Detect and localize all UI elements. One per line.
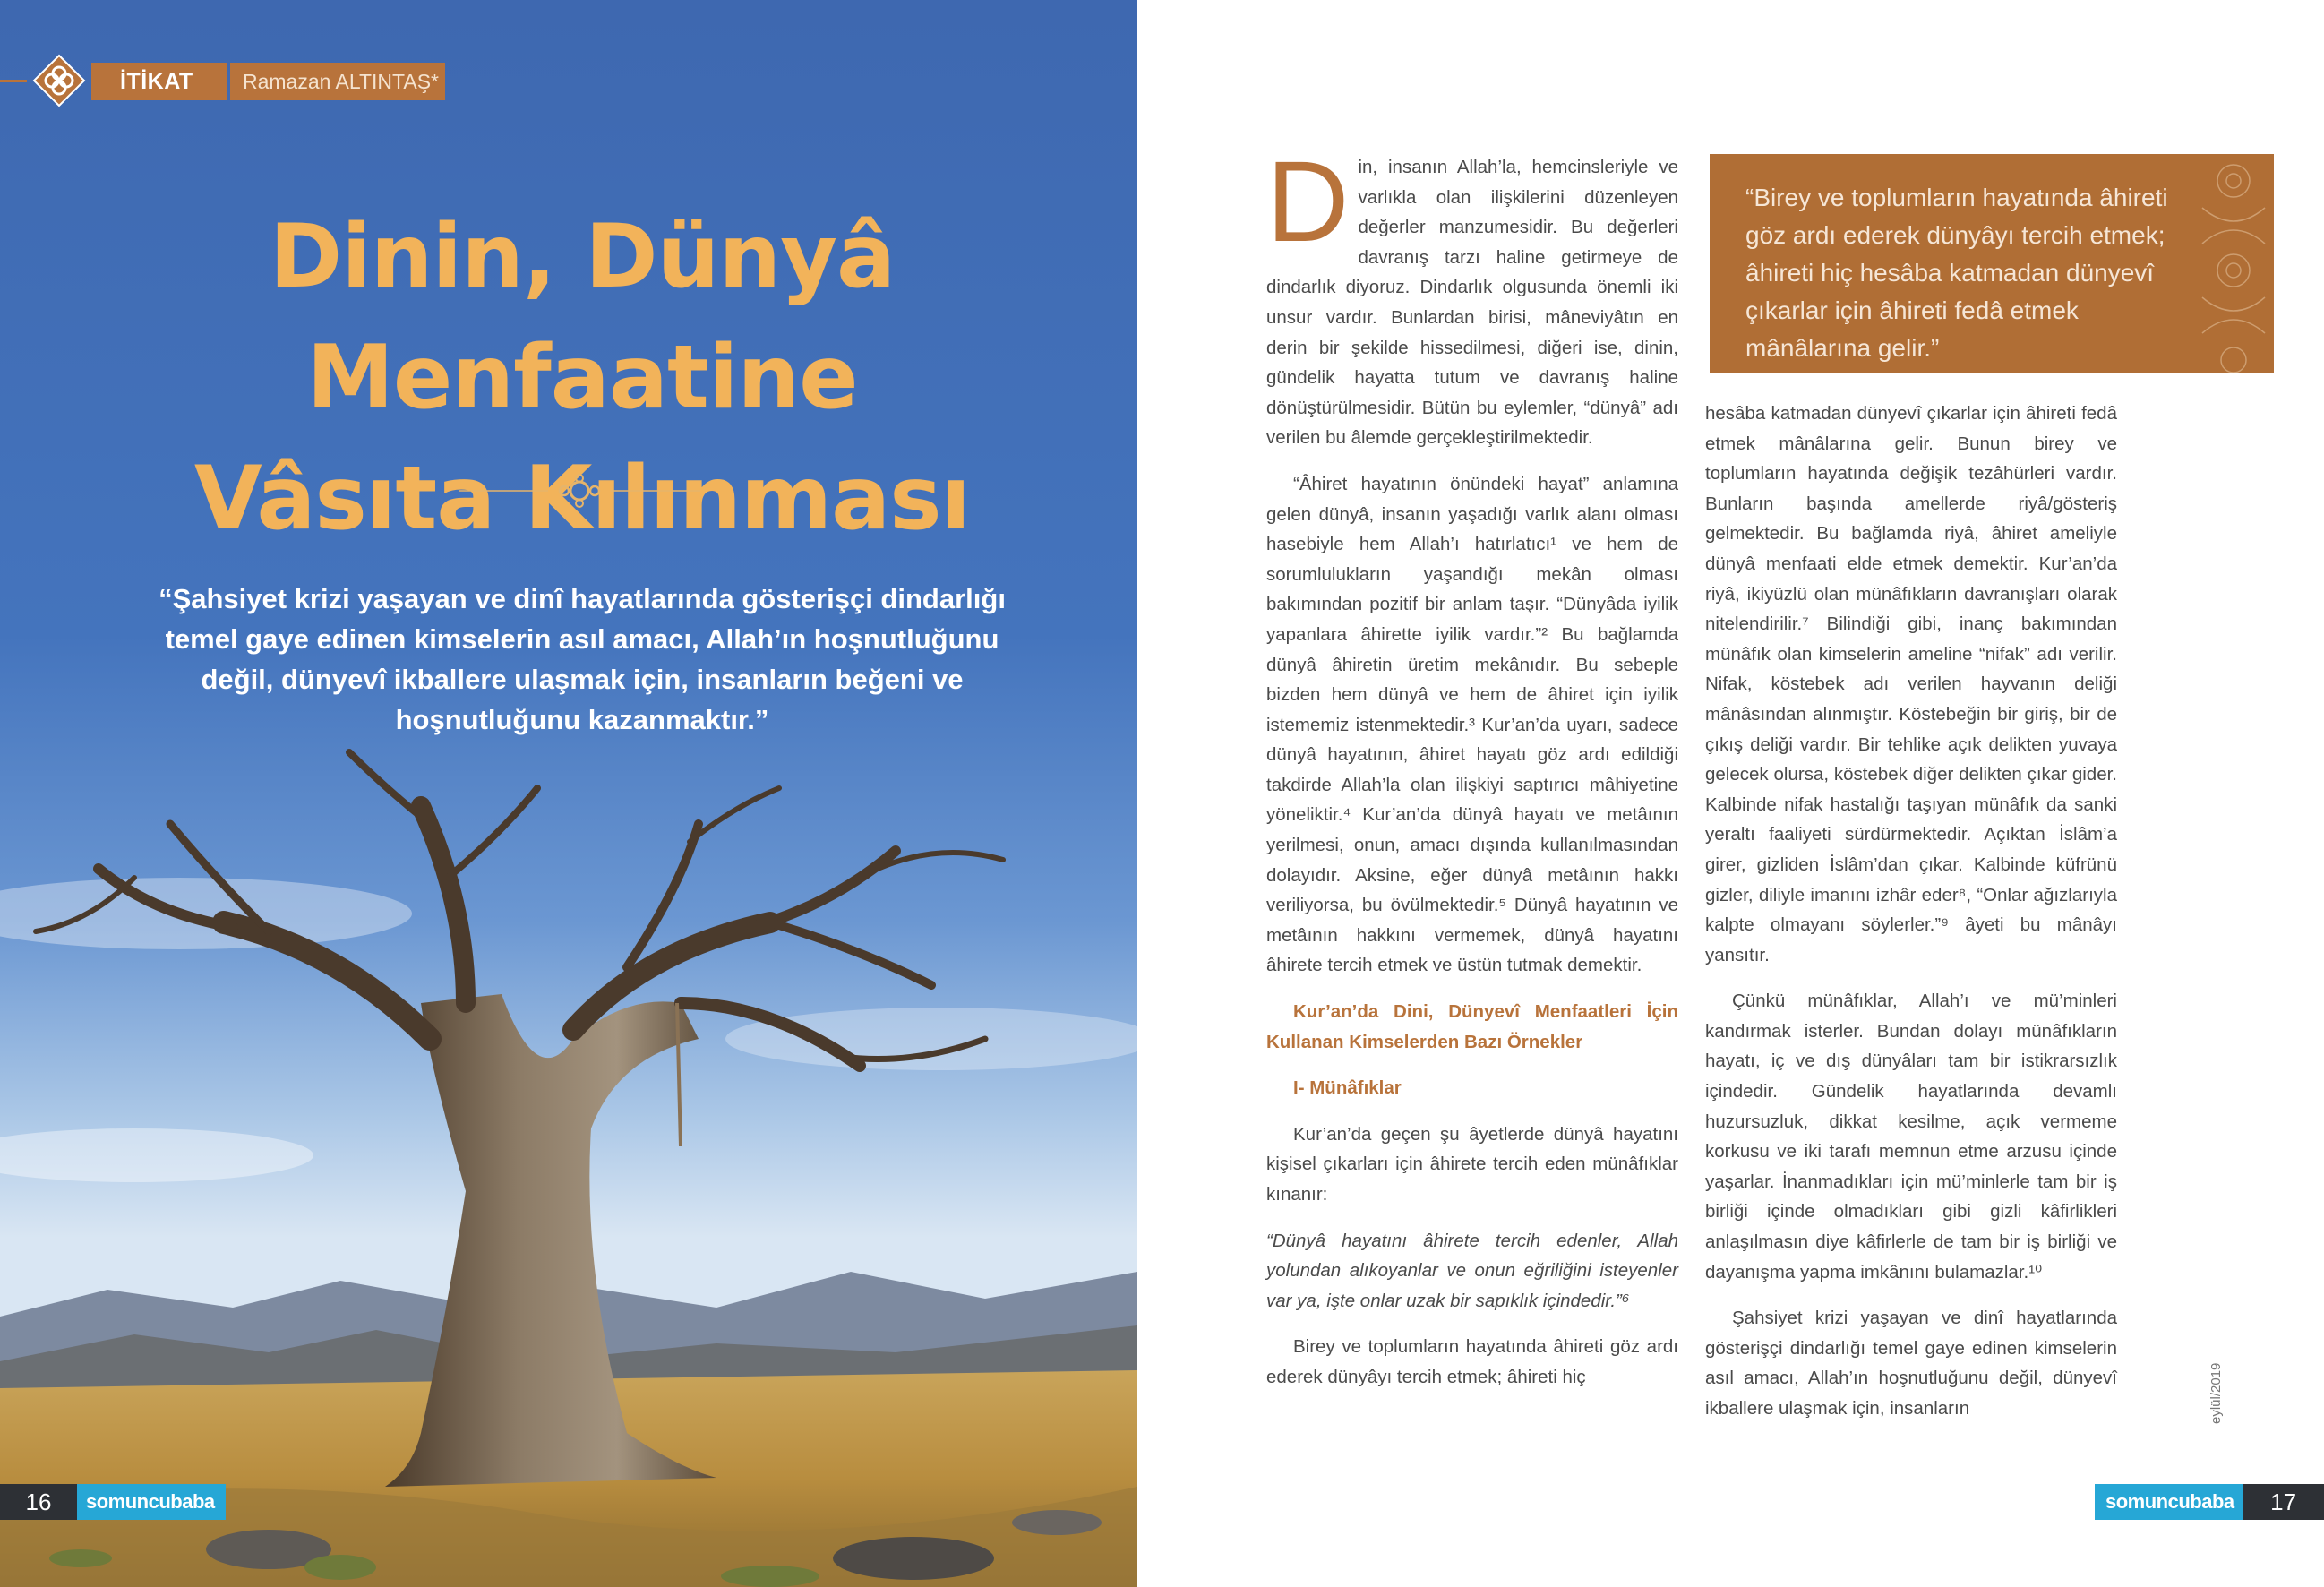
page-number-right: 17 [2243,1484,2324,1520]
subheading: Kur’an’da Dini, Dünyevî Menfaatleri İçin Kullanan Kimselerden Bazı Örnekler [1266,1001,1678,1052]
folio-right [2095,1484,2324,1520]
subheading-munafiklar: I- Münâfıklar [1293,1077,1402,1099]
issue-date: eylül/2019 [2208,1362,2224,1424]
paragraph: Çünkü münâfıklar, Allah’ı ve mü’minleri kandırmak isterler. Bundan dolayı münâfıkların hayatı, iç ve dış dünyâları tam bir istikrarsızlık içindedir. Gündelik hayatlarında devamlı huzursuzluk, dikkat kesilme, açık vermeme korkusu ve iki tarafı memnun etme arzusu içinde yaşarlar. İnanmadıkları için mü’minlerle tam bir iş birliği içinde olmadıkları gibi gizli kâfirlikleri anlaşılmasın diye kâfirlerle de tam bir iş birliği ve dayanışma yapma imkânını bulamazlar.¹⁰ [1705,991,2117,1282]
paragraph: Kur’an’da geçen şu âyetlerde dünyâ hayatını kişisel çıkarları için âhirete tercih eden münâfıklar kınanır: [1266,1123,1678,1205]
paragraph: Birey ve toplumların hayatında âhireti göz ardı ederek dünyâyı tercih etmek; âhireti hiç [1266,1336,1678,1387]
divider-ornament-icon [459,473,700,509]
diamond-knot-icon [32,54,86,107]
title-line-1: Dinin, Dünyâ Menfaatine [269,206,896,429]
drop-cap: D [1266,138,1350,266]
page-number-left: 16 [0,1484,77,1520]
verse-quote: “Dünyâ hayatını âhirete tercih edenler, Allah yolundan alıkoyanlar ve onun eğriliğini isteyenler var ya, işte onlar uzak bir sapıklık içindedir.”⁶ [1266,1230,1678,1311]
title-line-2: Vâsıta Kılınması [193,448,971,550]
paragraph: Şahsiyet krizi yaşayan ve dinî hayatlarında gösterişçi dindarlığı temel gaye edinen kimselerin asıl amacı, Allah’ın hoşnutluğunu değil, dünyevî ikballere ulaşmak için, insanların [1705,1308,2117,1419]
right-page [1137,0,2274,1587]
paragraph: “Âhiret hayatının önündeki hayat” anlamına gelen dünyâ, insanın yaşadığı varlık alanı olması hasebiyle hem Allah’ı hatırlatıcı¹ ve hem de sorumlulukların yaşandığı mekân olması bakımından pozitif bir anlam taşır. “Dünyâda iyilik yapanlara âhirette iyilik vardır.”² Bu bağlamda dünyâ âhiretin üretim mekânıdır. Bu sebeple bizden hem dünyâ ve hem de âhiret için iyilik istememiz istenmektedir.³ Kur’an’da uyarı, sadece dünyâ hayatının, âhiret hayatı göz ardı edildiği takdirde Allah’la olan ilişkiyi saptırıcı mâhiyetine yöneliktir.⁴ Kur’an’da dünyâ hayatı ve metâının yerilmesi, onun, amacı dışında kullanılmasından dolayıdır. Aksine, eğer dünyâ metâının hakkı veriliyorsa, bu övülmektedir.⁵ Dünyâ hayatının ve metâının hakkını vermemek, dünyâ hayatını âhirete tercih etmek ve üstün tutmak demektir. [1266,473,1678,976]
text-column-2 [1705,399,2117,1440]
magazine-brand-left: somuncubaba [77,1484,226,1520]
tree-landscape-photo [0,770,1137,1587]
floral-pattern-icon [2193,154,2274,373]
left-page [0,0,1137,1587]
pull-quote-right: “Birey ve toplumların hayatında âhireti göz ardı ederek dünyâyı tercih etmek; âhireti hiç hesâba katmadan dünyevî çıkarlar için âhireti fedâ etmek mânâlarına gelir.” [1745,184,2168,362]
author-name: Ramazan ALTINTAŞ* [230,63,445,100]
magazine-brand-right: somuncubaba [2095,1484,2243,1520]
section-tag: İTİKAT [91,63,227,100]
pull-quote-left: “Şahsiyet krizi yaşayan ve dinî hayatlarında gösterişçi dindarlığı temel gaye edinen kimselerin asıl amacı, Allah’ın hoşnutluğunu değil, dünyevî ikballere ulaşmak için, insanların beğeni ve hoşnutluğunu kazanmaktır.” [159,583,1006,735]
text-column-1 [1266,138,1678,1409]
paragraph: hesâba katmadan dünyevî çıkarlar için âhireti fedâ etmek mânâlarına gelir. Bunun birey ve toplumların hayatında değişik tezâhürleri vardır. Bunların başında amellerde riyâ/gösteriş gelmektedir. Bu bağlamda riyâ, âhiret ameliyle dünyâ menfaati elde etmek demektir. Kur’an’da riyâ, ikiyüzlü olan münâfıkların davranışları olarak nitelendirilir.⁷ Bilindiği gibi, inanç bakımından münâfık olan kimselerin ameline “nifak” adı verilir. Nifak, köstebek adı verilen hayvanın deliği mânâsından alınmıştır. Köstebeğin bir giriş, bir de çıkış deliği vardır. Bir tehlike açık delikten yuvaya gelecek olursa, köstebek diğer delikten çıkar gider. Kalbinde nifak hastalığı taşıyan münâfık da sanki yeraltı faaliyeti sürdürmektedir. Açıktan İslâm’a girer, gizliden İslâm’dan çıkar. Kalbinde küfrünü gizler, diliyle imanını izhâr eder⁸, “Onlar ağızlarıyla kalpte olmayanı söylerler.”⁹ âyeti bu mânâyı yansıtır. [1705,403,2117,965]
paragraph: Din, insanın Allah’la, hemcinsleriyle ve varlıkla olan ilişkilerini düzenleyen değerler manzumesidir. Bu değerleri davranış tarzı haline getirmeye de dindarlık diyoruz. Dindarlık olgusunda önemli iki unsur vardır. Bunlardan birisi, mâneviyâtın en derin bir şekilde hissedilmesi, diğeri ise, dinin, gündelik hayatta tutum ve davranış haline dönüştürülmesidir. Bütün bu eylemler, “dünyâ” adı verilen bu âlemde gerçekleştirilmektedir. [1266,138,1678,449]
folio-left [0,1484,226,1520]
pull-quote-right-box [1710,154,2274,373]
header-rule [0,80,27,82]
